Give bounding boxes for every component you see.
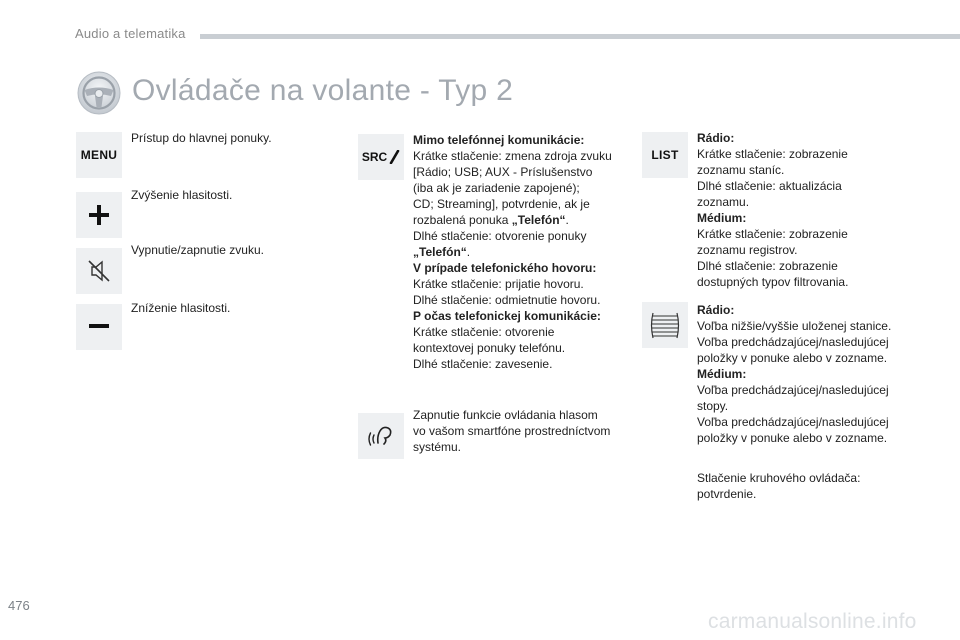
volume-down-description: Zníženie hlasitosti. xyxy=(131,301,231,315)
text-line: [Rádio; USB; AUX - Príslušenstvo xyxy=(413,165,593,179)
text-line: Médium: xyxy=(697,211,747,225)
text-line: Krátke stlačenie: otvorenie xyxy=(413,325,555,339)
text-line: Dlhé stlačenie: odmietnutie hovoru. xyxy=(413,293,601,307)
thumbwheel-icon xyxy=(642,302,688,348)
voice-description xyxy=(413,407,610,455)
menu-description: Prístup do hlavnej ponuky. xyxy=(131,131,272,145)
text-line: Krátke stlačenie: zobrazenie xyxy=(697,227,848,241)
mute-speaker-icon xyxy=(76,248,122,294)
text-line: „Telefón“. xyxy=(413,245,471,259)
text-line: zoznamu staníc. xyxy=(697,163,785,177)
press-description xyxy=(697,470,860,502)
text-line: CD; Streaming], potvrdenie, ak je xyxy=(413,197,590,211)
src-phone-glyph xyxy=(389,150,400,164)
text-line: Mimo telefónnej komunikácie: xyxy=(413,133,585,147)
text-line: Krátke stlačenie: zmena zdroja zvuku xyxy=(413,149,612,163)
text-line: Voľba predchádzajúcej/nasledujúcej xyxy=(697,383,889,397)
section-label: Audio a telematika xyxy=(75,26,186,41)
text-line: zoznamu. xyxy=(697,195,750,209)
voice-command-icon xyxy=(358,413,404,459)
header-rule xyxy=(200,34,960,39)
text-line: Dlhé stlačenie: otvorenie ponuky xyxy=(413,229,587,243)
src-description xyxy=(413,132,612,372)
steering-wheel-icon xyxy=(76,70,122,116)
text-line: Dlhé stlačenie: aktualizácia xyxy=(697,179,842,193)
text-line: Stlačenie kruhového ovládača: xyxy=(697,471,861,485)
src-button-icon xyxy=(358,134,404,180)
text-line: Voľba predchádzajúcej/nasledujúcej xyxy=(697,335,889,349)
text-line: Voľba nižšie/vyššie uloženej stanice. xyxy=(697,319,892,333)
text-line: P očas telefonickej komunikácie: xyxy=(413,309,601,323)
text-line: rozbalená ponuka „Telefón“. xyxy=(413,213,569,227)
plus-icon xyxy=(76,192,122,238)
minus-icon xyxy=(76,304,122,350)
page-title: Ovládače na volante - Typ 2 xyxy=(132,74,514,107)
page-number: 476 xyxy=(8,598,30,613)
text-line: Dlhé stlačenie: zobrazenie xyxy=(697,259,838,273)
text-line: Krátke stlačenie: zobrazenie xyxy=(697,147,848,161)
text-line: potvrdenie. xyxy=(697,487,757,501)
text-line: dostupných typov filtrovania. xyxy=(697,275,849,289)
thumbwheel-description xyxy=(697,302,891,446)
text-line: systému. xyxy=(413,440,462,454)
text-line: Rádio: xyxy=(697,131,735,145)
text-line: stopy. xyxy=(697,399,729,413)
text-line: Krátke stlačenie: prijatie hovoru. xyxy=(413,277,584,291)
text-line: Zapnutie funkcie ovládania hlasom xyxy=(413,408,598,422)
text-line: Médium: xyxy=(697,367,747,381)
text-line: Rádio: xyxy=(697,303,735,317)
list-icon-label: LIST xyxy=(651,148,679,162)
list-button-icon xyxy=(642,132,688,178)
text-line: kontextovej ponuky telefónu. xyxy=(413,341,566,355)
src-icon-label: SRC xyxy=(361,150,388,164)
volume-up-description: Zvýšenie hlasitosti. xyxy=(131,188,233,202)
text-line: vo vašom smartfóne prostredníctvom xyxy=(413,424,611,438)
list-description xyxy=(697,130,848,290)
text-line: V prípade telefonického hovoru: xyxy=(413,261,597,275)
text-line: (iba ak je zariadenie zapojené); xyxy=(413,181,580,195)
text-line: zoznamu registrov. xyxy=(697,243,798,257)
text-line: položky v ponuke alebo v zozname. xyxy=(697,351,888,365)
watermark: carmanualsonline.info xyxy=(708,610,917,633)
text-line: Voľba predchádzajúcej/nasledujúcej xyxy=(697,415,889,429)
text-line: Dlhé stlačenie: zavesenie. xyxy=(413,357,553,371)
mute-description: Vypnutie/zapnutie zvuku. xyxy=(131,243,264,257)
menu-button-icon xyxy=(76,132,122,178)
menu-icon-label: MENU xyxy=(80,148,118,162)
text-line: položky v ponuke alebo v zozname. xyxy=(697,431,888,445)
